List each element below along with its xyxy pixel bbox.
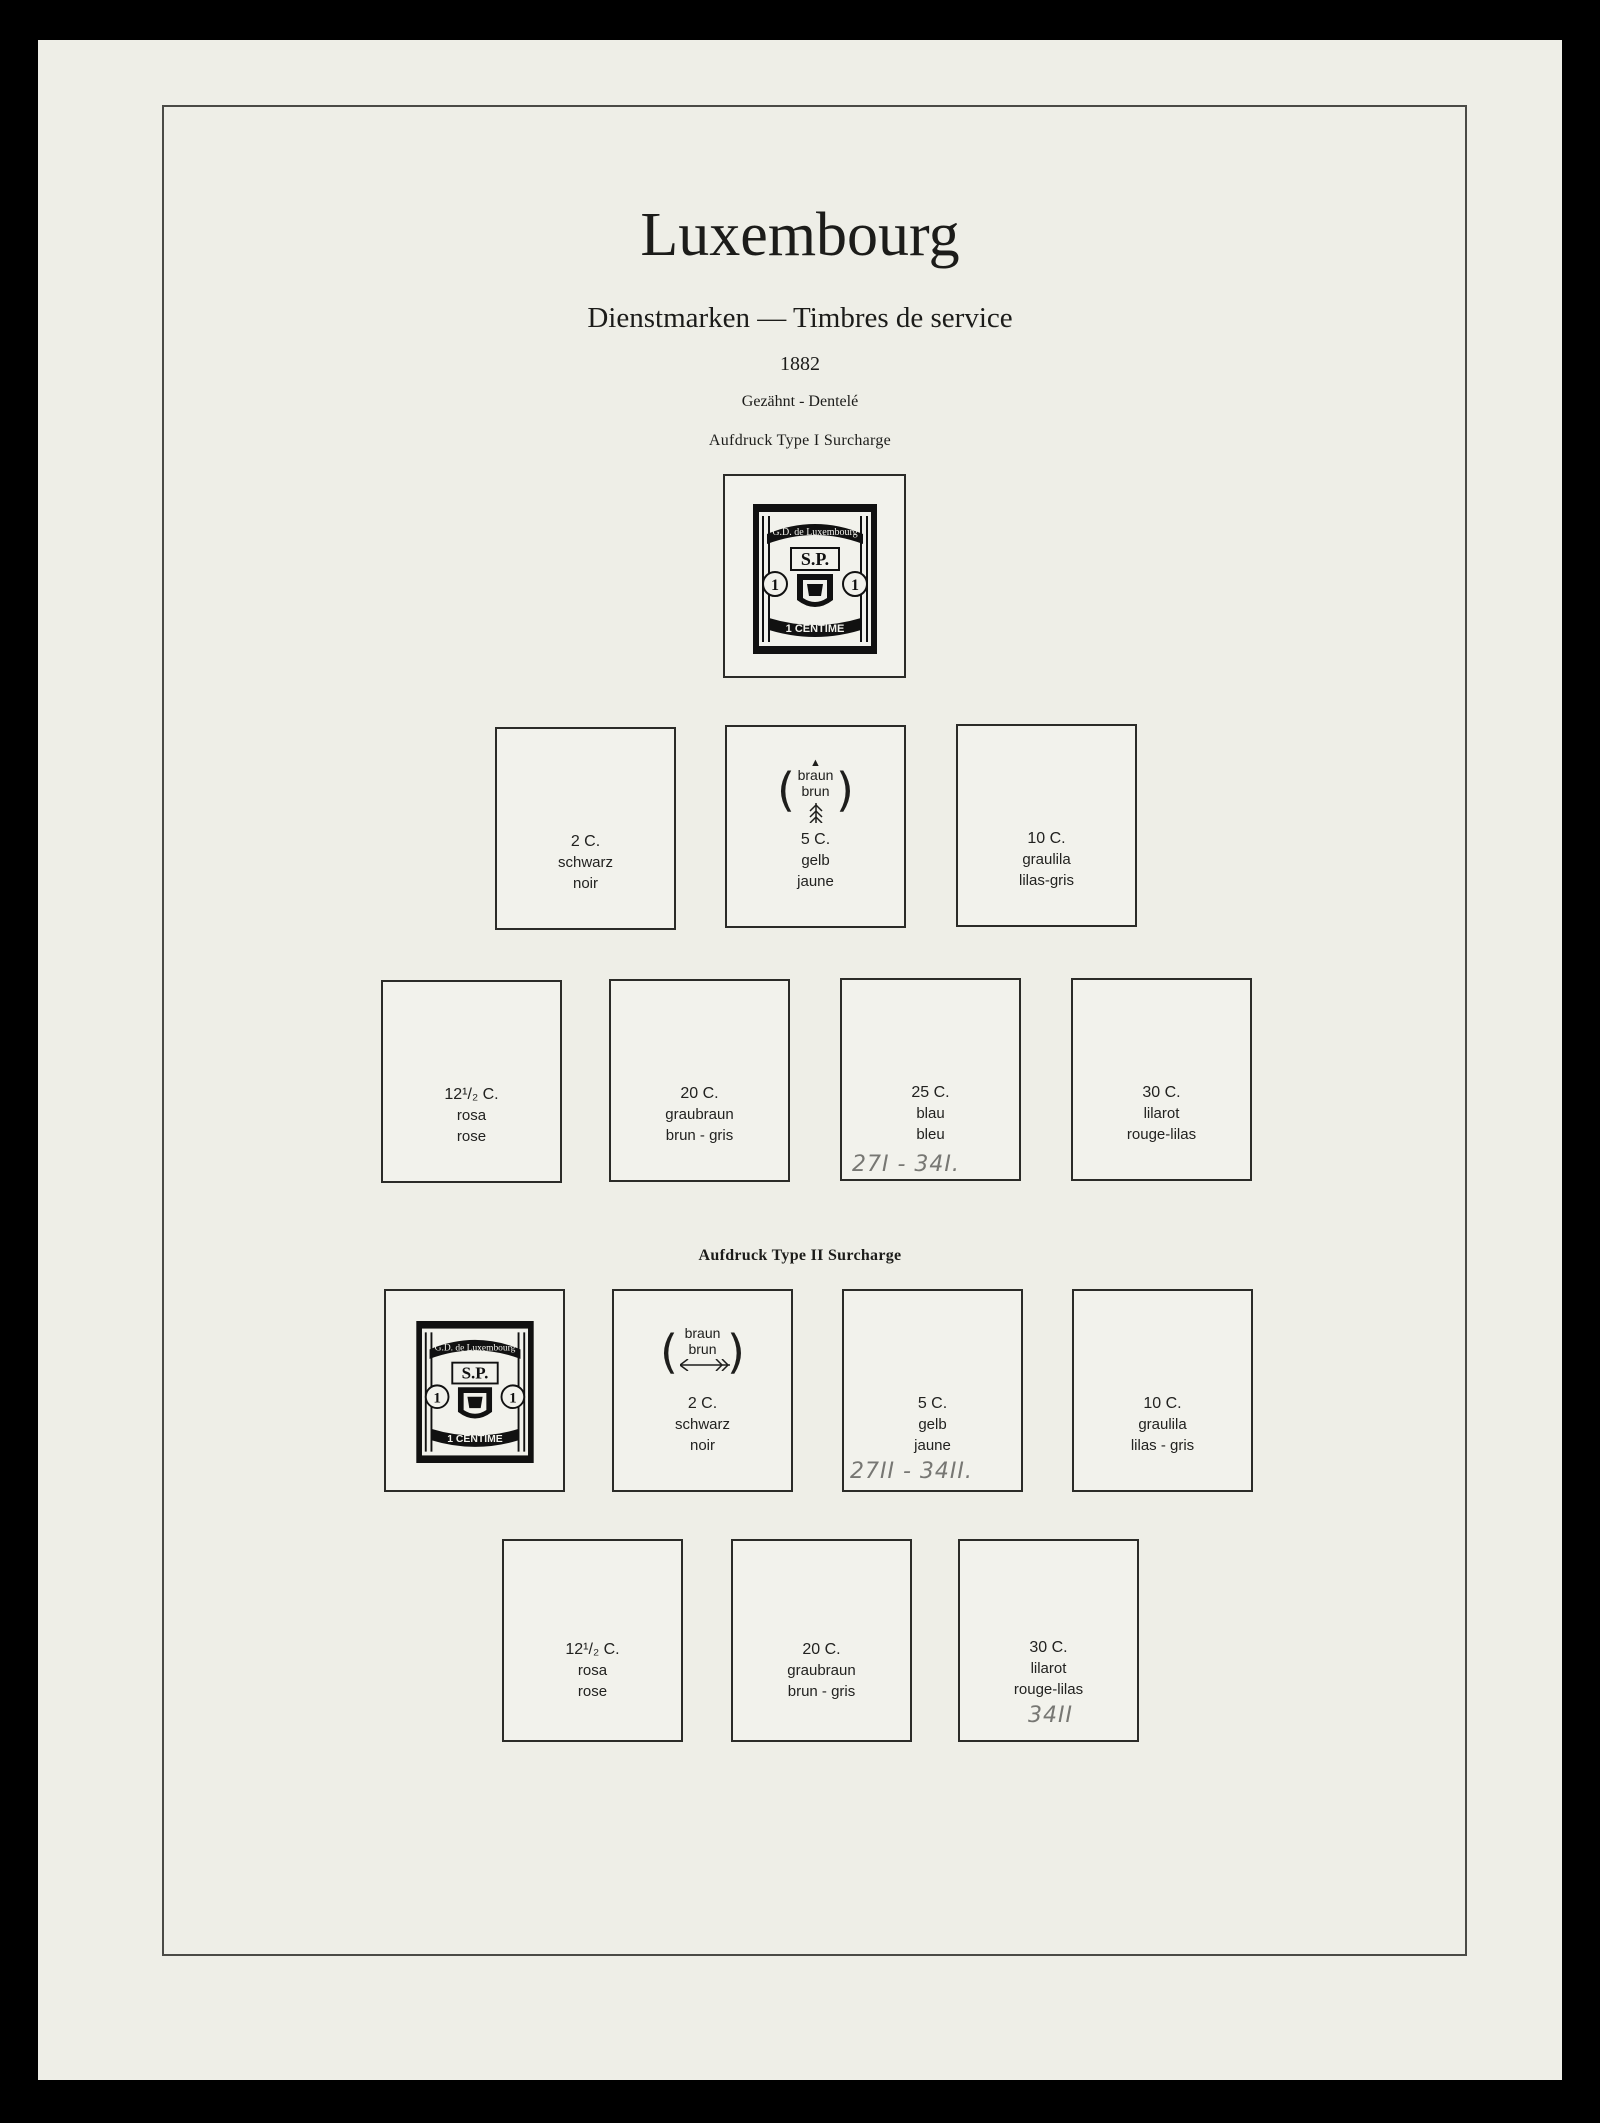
stamp-color-fr: noir xyxy=(572,875,598,892)
stamp-color-de: blau xyxy=(916,1105,945,1122)
pencil-note: 27I - 34I. xyxy=(852,1152,960,1177)
arrow-down-icon xyxy=(808,803,824,823)
stamp-color-de: graubraun xyxy=(665,1106,734,1123)
stamp-box xyxy=(840,978,1021,1181)
stamp-corner-left: 1 xyxy=(771,577,779,594)
stamp-color-fr: lilas-gris xyxy=(1018,872,1074,889)
stamp-corner-right: 1 xyxy=(509,1390,517,1407)
stamp-top-text: G.D. de Luxembourg xyxy=(434,1343,516,1354)
stamp-illustration-box xyxy=(384,1289,565,1492)
stamp-color-fr: jaune xyxy=(797,873,834,890)
stamp-color-de: schwarz xyxy=(557,854,613,871)
stamp-color-fr: rose xyxy=(577,1683,608,1700)
arrow-left-icon xyxy=(680,1359,730,1371)
stamp-box xyxy=(502,1539,683,1742)
stamp-box xyxy=(1072,1289,1253,1492)
section-heading-type-1: Aufdruck Type I Surcharge xyxy=(708,432,892,449)
stamp-value: 20 C. xyxy=(680,1085,719,1102)
stamp-color-fr: noir xyxy=(689,1437,715,1454)
stamp-color-fr: brun - gris xyxy=(787,1683,856,1700)
stamp-color-de: graubraun xyxy=(787,1662,856,1679)
stamp-value-text: 1 CENTIME xyxy=(785,623,845,635)
stamp-value: 20 C. xyxy=(802,1641,841,1658)
stamp-center-text: S.P. xyxy=(800,549,830,569)
surcharge-note-line2: brun xyxy=(801,783,830,799)
stamp-color-fr: rouge-lilas xyxy=(1126,1126,1197,1143)
stamp-value: 12¹/₂ C. xyxy=(565,1641,620,1658)
stamp-box xyxy=(495,727,676,930)
surcharge-color-note: ( ) braun brun xyxy=(614,1325,791,1385)
stamp-value: 30 C. xyxy=(1029,1639,1068,1656)
surcharge-note-line2: brun xyxy=(688,1341,717,1357)
stamp-color-fr: jaune xyxy=(914,1437,951,1454)
stamp-color-de: schwarz xyxy=(674,1416,730,1433)
stamp-box xyxy=(1071,978,1252,1181)
stamp-box xyxy=(842,1289,1023,1492)
stamp-color-de: lilarot xyxy=(1030,1660,1067,1677)
surcharge-note-line1: braun xyxy=(684,1325,721,1341)
stamp-color-de: gelb xyxy=(801,852,830,869)
stamp-illustration-icon xyxy=(753,504,877,654)
pencil-note: 27II - 34II. xyxy=(850,1459,973,1484)
stamp-box xyxy=(731,1539,912,1742)
stamp-value: 10 C. xyxy=(1027,830,1066,847)
stamp-box xyxy=(956,724,1137,927)
stamp-illustration-box xyxy=(723,474,906,678)
pencil-note: 34II xyxy=(1028,1703,1073,1728)
stamp-color-de: gelb xyxy=(918,1416,947,1433)
stamp-value: 2 C. xyxy=(687,1395,718,1412)
stamp-box xyxy=(612,1289,793,1492)
stamp-color-fr: rose xyxy=(456,1128,487,1145)
stamp-value: 5 C. xyxy=(800,831,831,848)
stamp-corner-left: 1 xyxy=(433,1390,441,1407)
stamp-value: 10 C. xyxy=(1143,1395,1182,1412)
stamp-value: 12¹/₂ C. xyxy=(444,1086,499,1103)
stamp-color-fr: bleu xyxy=(916,1126,945,1143)
stamp-color-fr: brun - gris xyxy=(665,1127,734,1144)
stamp-color-fr: rouge-lilas xyxy=(1013,1681,1084,1698)
stamp-illustration-icon xyxy=(413,1321,537,1463)
stamp-color-de: graulila xyxy=(1022,851,1071,868)
issue-year: 1882 xyxy=(780,353,820,375)
stamp-center-text: S.P. xyxy=(461,1363,489,1383)
stamp-color-de: graulila xyxy=(1138,1416,1187,1433)
stamp-value: 5 C. xyxy=(917,1395,948,1412)
stamp-box xyxy=(381,980,562,1183)
stamp-box xyxy=(958,1539,1139,1742)
perforation-label: Gezähnt - Dentelé xyxy=(741,393,859,410)
stamp-color-fr: lilas - gris xyxy=(1130,1437,1195,1454)
surcharge-color-note: ( ) ▲ braun brun xyxy=(727,763,904,823)
stamp-color-de: lilarot xyxy=(1143,1105,1180,1122)
section-heading-type-2: Aufdruck Type II Surcharge xyxy=(698,1247,902,1264)
stamp-value: 2 C. xyxy=(570,833,601,850)
stamp-color-de: rosa xyxy=(456,1107,487,1124)
stamp-value: 25 C. xyxy=(911,1084,950,1101)
stamp-corner-right: 1 xyxy=(851,577,859,594)
page-subtitle: Dienstmarken — Timbres de service xyxy=(587,302,1013,334)
stamp-box xyxy=(725,725,906,928)
page-title: Luxembourg xyxy=(640,201,960,269)
surcharge-note-line1: braun xyxy=(797,767,834,783)
stamp-color-de: rosa xyxy=(577,1662,608,1679)
stamp-value: 30 C. xyxy=(1142,1084,1181,1101)
stamp-top-text: G.D. de Luxembourg xyxy=(772,527,858,538)
stamp-value-text: 1 CENTIME xyxy=(447,1434,503,1446)
stamp-box xyxy=(609,979,790,1182)
